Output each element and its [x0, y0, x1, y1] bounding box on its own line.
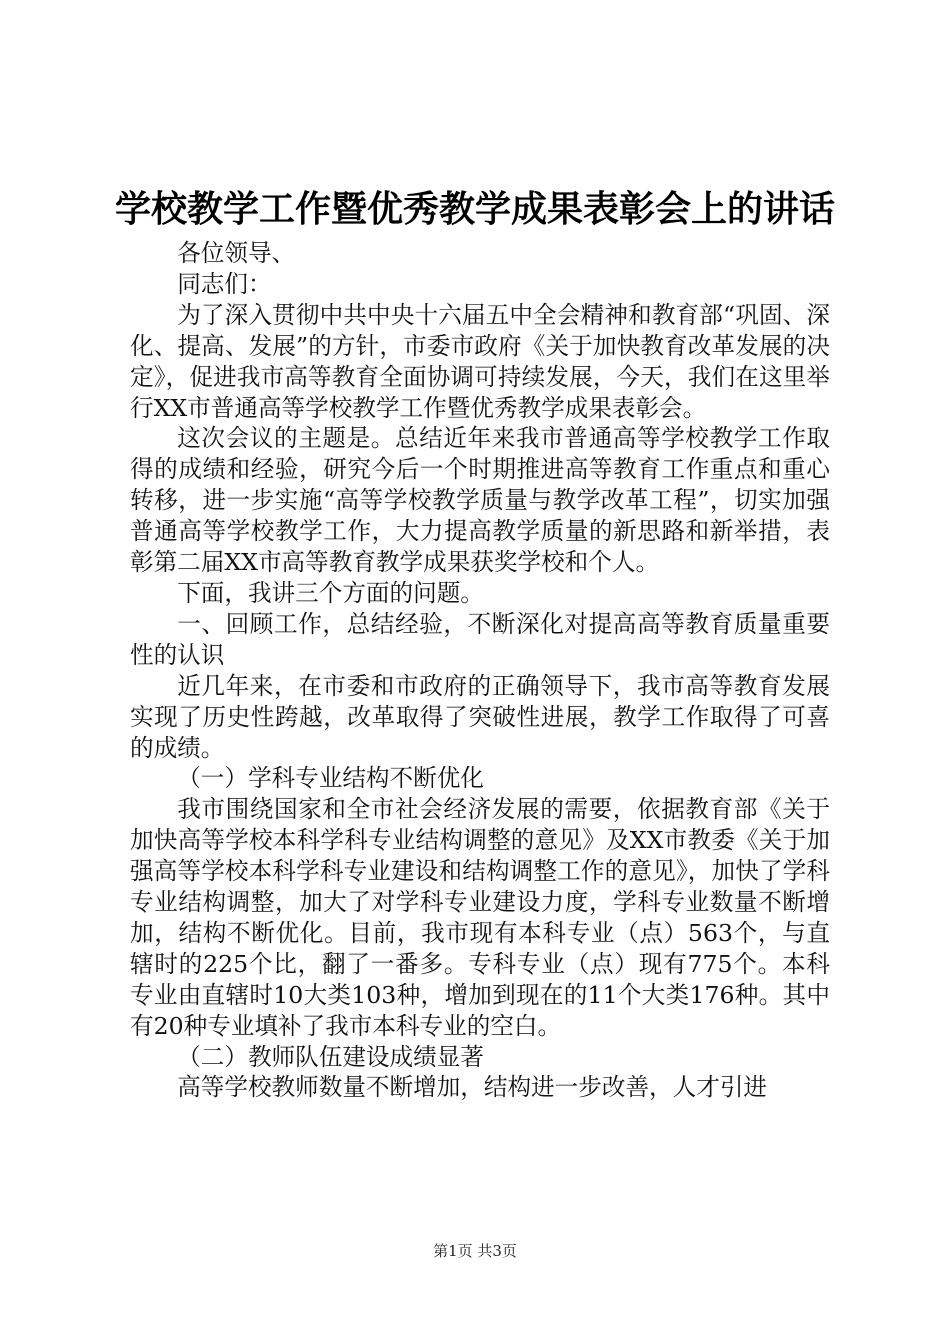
section-heading-1: 一、回顾工作，总结经验，不断深化对提高高等教育质量重要性的认识	[130, 609, 830, 669]
subsection-heading-2: （二）教师队伍建设成绩显著	[177, 1042, 484, 1071]
paragraph-theme: 这次会议的主题是。总结近年来我市普通高等学校教学工作取得的成绩和经验，研究今后一个时期推进高等教育工作重点和重心转移，进一步实施“高等学校教学质量与教学改革工程”，切实加强普通高等学校教学工作，大力提高教学质量的新思路和新举措，表彰第二届XX市高等教育教学成果获奖学校和个人。	[130, 424, 830, 577]
document-title: 学校教学工作暨优秀教学成果表彰会上的讲话	[114, 188, 835, 230]
document-body	[130, 238, 830, 1103]
paragraph-review: 近几年来，在市委和市政府的正确领导下，我市高等教育发展实现了历史性跨越，改革取得了突破性进展，教学工作取得了可喜的成绩。	[130, 671, 830, 762]
page-footer: 第1页 共3页	[433, 1242, 517, 1260]
salutation-leaders: 各位领导、	[177, 239, 296, 267]
subsection-heading-1: （一）学科专业结构不断优化	[177, 764, 484, 793]
salutation-comrades: 同志们：	[177, 269, 272, 298]
paragraph-intro: 为了深入贯彻中共中央十六届五中全会精神和教育部“巩固、深化、提高、发展”的方针，市委市政府《关于加快教育改革发展的决定》，促进我市高等教育全面协调可持续发展，今天，我们在这里举行XX市普通高等学校教学工作暨优秀教学成果表彰会。	[130, 300, 830, 422]
paragraph-disciplines: 我市围绕国家和全市社会经济发展的需要，依据教育部《关于加快高等学校本科学科专业结构调整的意见》及XX市教委《关于加强高等学校本科学科专业建设和结构调整工作的意见》，加快了学科专业结构调整，加大了对学科专业建设力度，学科专业数量不断增加，结构不断优化。目前，我市现有本科专业（点）563个，与直辖时的225个比，翻了一番多。专科专业（点）现有775个。本科专业由直辖时10大类103种，增加到现在的11个大类176种。其中有20种专业填补了我市本科专业的空白。	[130, 795, 830, 1040]
paragraph-outline: 下面，我讲三个方面的问题。	[177, 578, 484, 607]
paragraph-teachers: 高等学校教师数量不断增加，结构进一步改善，人才引进	[177, 1073, 768, 1102]
